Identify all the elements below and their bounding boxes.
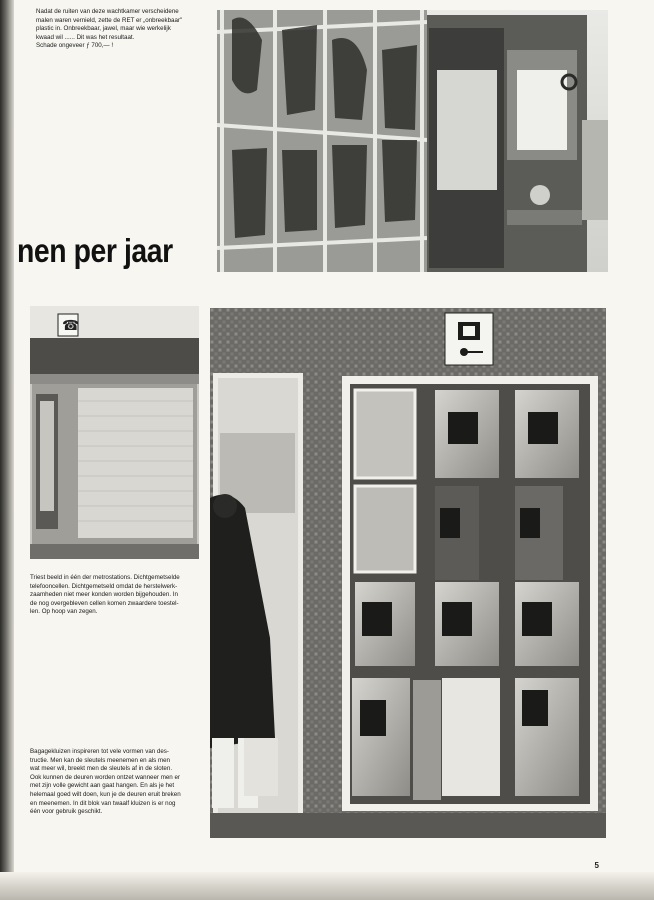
caption-line: Triest beeld in één der metrostations. Dichtgemetselde: [30, 574, 180, 581]
photo-luggage-lockers-image: [210, 308, 606, 838]
page-bottom-edge: [0, 872, 654, 900]
caption-line: tructie. Men kan de sleutels meenemen en als men: [30, 756, 170, 764]
caption-middle: [30, 574, 200, 617]
caption-line: plastic in. Onbreekbaar, jawel, maar wie werkelijk: [36, 25, 171, 33]
caption-line: met zijn volle gewicht aan gaat hangen. En als je het: [30, 782, 175, 790]
caption-line: en meenemen. In dit blok van twaalf kluizen is er nog: [30, 799, 176, 807]
svg-text:☎: ☎: [62, 318, 80, 334]
page-number: 5: [594, 861, 599, 870]
caption-bottom: [30, 748, 200, 817]
caption-line: één voor gebruik geschikt.: [30, 808, 103, 816]
photo-luggage-lockers: [210, 308, 606, 838]
caption-line: Schade ongeveer ƒ 700,— !: [36, 42, 114, 50]
caption-line: Nadat de ruiten van deze wachtkamer verscheidene: [36, 8, 179, 15]
caption-line: Ook kunnen de deuren worden ontzet wanneer men er: [30, 773, 180, 781]
caption-line: wat meer wil, breekt men de sleutels af in de sloten.: [30, 765, 173, 773]
caption-line: telefooncellen. Dichtgemetseld omdat de herstelwerk-: [30, 582, 178, 590]
caption-line: len. Op hoop van zegen.: [30, 608, 98, 616]
caption-line: malen waren vernield, zette de RET er „onbreekbaar": [36, 16, 183, 24]
caption-line: zaamheden niet meer konden worden bijgehouden. In: [30, 591, 178, 599]
book-spine: [0, 0, 14, 900]
caption-top: [36, 8, 206, 51]
caption-line: helemaal goed wilt doen, kun je de deuren eruit breken: [30, 790, 181, 798]
photo-metro-phone-cells: [30, 306, 199, 559]
headline: nen per jaar: [17, 232, 173, 269]
photo-metro-phone-cells-image: [30, 306, 199, 559]
caption-line: de nog overgebleven cellen komen zwaardere toestel-: [30, 599, 179, 607]
caption-line: Bagagekluizen inspireren tot vele vormen van des-: [30, 748, 169, 755]
photo-tram-shelter-image: [217, 10, 608, 272]
photo-tram-shelter: [217, 10, 608, 272]
caption-line: kwaad wil ...... Dit was het resultaat.: [36, 33, 135, 41]
